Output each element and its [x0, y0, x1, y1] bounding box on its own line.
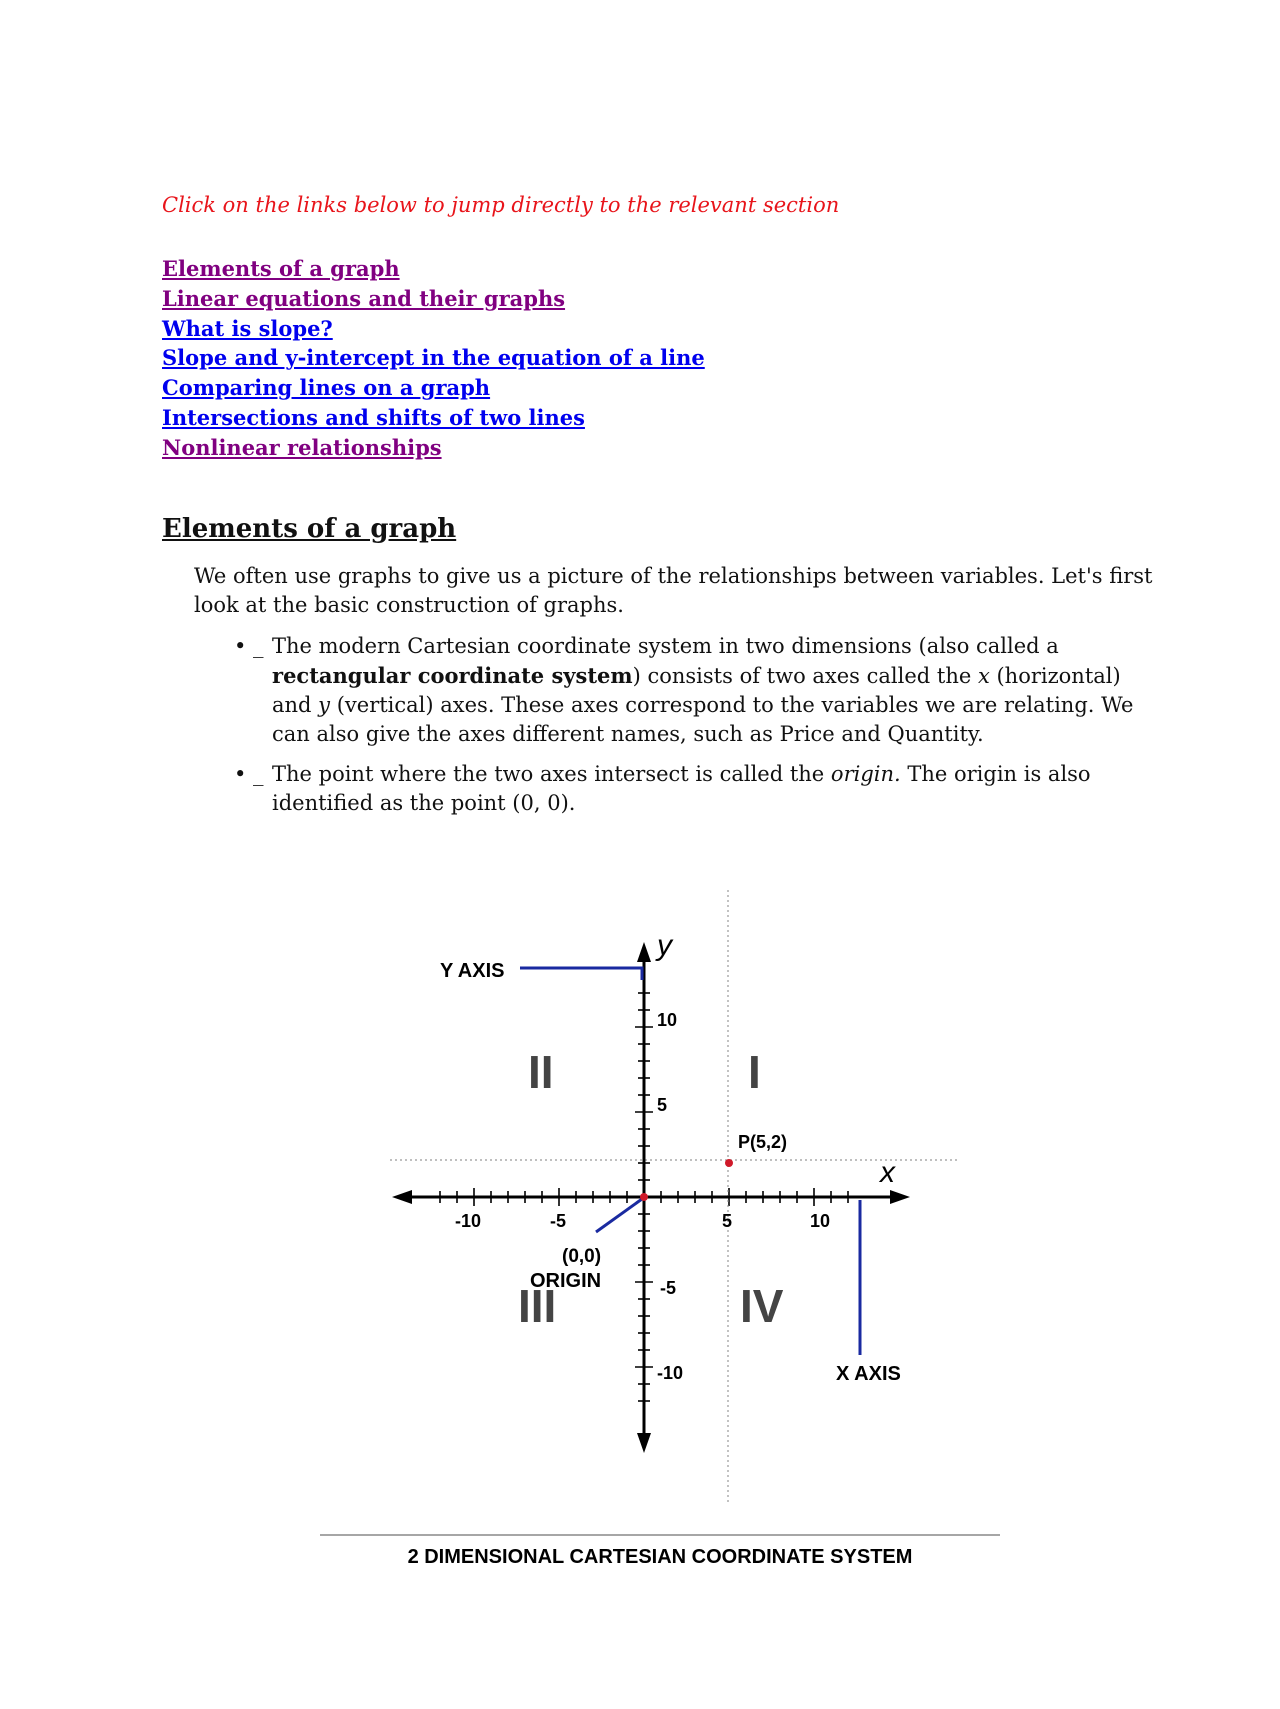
bullet-marker: • _	[234, 634, 264, 658]
x-symbol: x	[880, 1156, 895, 1189]
origin-coordinate-label: (0,0)	[562, 1246, 602, 1267]
bullet1-text-a: The modern Cartesian coordinate system in two dimensions (also called a	[272, 634, 1059, 658]
bullet2-text-b: The origin is also identified as the point (0, 0).	[272, 762, 1091, 815]
bullet1-text-c: (horizontal) and	[272, 664, 1121, 717]
bullet1-bold-term: rectangular coordinate system	[272, 663, 633, 688]
bullet-item-origin	[234, 760, 1134, 818]
origin-point	[640, 1193, 648, 1201]
bullet-list	[234, 632, 1134, 829]
toc-link-nonlinear-relationships[interactable]: Nonlinear relationships	[162, 434, 442, 460]
x-tick-label-neg5: -5	[550, 1211, 567, 1231]
quadrant-iii-label: III	[518, 1280, 557, 1332]
y-axis-callout-label: Y AXIS	[440, 960, 505, 982]
y-axis-callout-line	[520, 968, 642, 980]
section-heading: Elements of a graph	[162, 514, 457, 544]
bullet2-origin-term: origin.	[830, 762, 901, 786]
y-axis-arrow-down	[637, 1433, 651, 1453]
toc-link-comparing-lines[interactable]: Comparing lines on a graph	[162, 375, 491, 401]
x-axis-arrow-right	[890, 1190, 910, 1204]
x-tick-label-10: 10	[810, 1211, 831, 1231]
y-axis-arrow-up	[637, 942, 651, 962]
y-tick-label-5: 5	[657, 1095, 668, 1115]
toc-link-elements-of-a-graph[interactable]: Elements of a graph	[162, 256, 400, 281]
bullet-item-axes	[234, 632, 1134, 749]
point-p	[725, 1159, 733, 1167]
y-tick-label-neg10: -10	[657, 1363, 684, 1383]
toc-link-slope-and-intercept[interactable]: Slope and y-intercept in the equation of a line	[162, 345, 705, 371]
bullet1-y-var: y	[318, 693, 331, 717]
bullet-marker: • _	[234, 762, 264, 786]
y-tick-label-10: 10	[657, 1010, 678, 1030]
table-of-contents	[162, 254, 705, 463]
toc-link-intersections-and-shifts[interactable]: Intersections and shifts of two lines	[162, 404, 585, 430]
point-p-label: P(5,2)	[738, 1132, 788, 1152]
bullet1-text-d: (vertical) axes. These axes correspond to the variables we are relating. We can also give the axes different names, such as Price and Quantity.	[272, 693, 1134, 746]
bullet1-text-b: ) consists of two axes called the	[632, 664, 978, 688]
section-paragraph: We often use graphs to give us a picture of the relationships between variables. Let's first look at the basic construction of graphs.	[194, 564, 1153, 617]
quadrant-ii-label: II	[528, 1046, 554, 1098]
y-tick-label-neg5: -5	[660, 1278, 677, 1298]
x-tick-label-5: 5	[722, 1211, 733, 1231]
figure-caption: 2 DIMENSIONAL CARTESIAN COORDINATE SYSTEM	[407, 1546, 913, 1568]
toc-link-linear-equations[interactable]: Linear equations and their graphs	[162, 285, 566, 311]
toc-link-what-is-slope[interactable]: What is slope?	[162, 315, 333, 341]
bullet1-x-var: x	[977, 664, 990, 688]
y-symbol: y	[657, 929, 672, 962]
quadrant-i-label: I	[748, 1046, 761, 1098]
x-tick-label-neg10: -10	[455, 1211, 482, 1231]
quadrant-iv-label: IV	[740, 1280, 784, 1332]
origin-word-label: ORIGIN	[530, 1270, 602, 1292]
intro-instruction: Click on the links below to jump directly to the relevant section	[162, 193, 840, 217]
x-axis-callout-label: X AXIS	[836, 1363, 901, 1385]
bullet2-text-a: The point where the two axes intersect is called the	[272, 762, 831, 786]
x-axis-arrow-left	[392, 1190, 412, 1204]
cartesian-figure	[300, 860, 1020, 1580]
origin-callout-line	[596, 1199, 642, 1232]
cartesian-diagram	[300, 860, 1020, 1580]
